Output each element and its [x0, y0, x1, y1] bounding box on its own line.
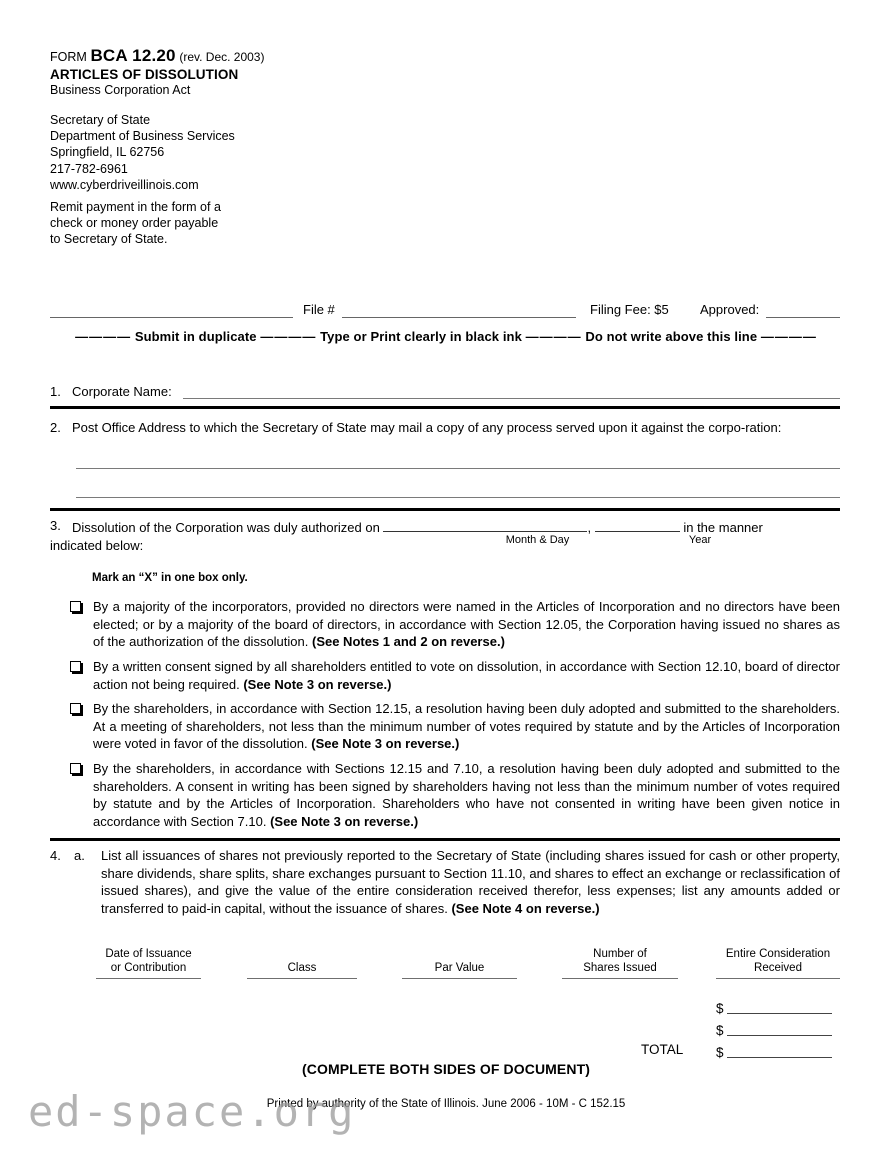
instruction-bar [0, 329, 892, 344]
option-4-note: (See Note 3 on reverse.) [270, 813, 419, 829]
dissolution-option-3[interactable] [70, 700, 840, 753]
section-rule [50, 508, 840, 511]
file-prefix-blank[interactable] [50, 300, 293, 318]
corporate-name-blank[interactable] [183, 398, 840, 399]
item-3-text-before: Dissolution of the Corporation was duly authorized on [72, 520, 380, 535]
address-blank-line-2[interactable] [76, 497, 840, 498]
agency-address-block [50, 112, 235, 193]
column-rule-par-value [402, 978, 517, 979]
column-header-shares-issued [562, 947, 678, 975]
item-1-number: 1. [50, 384, 61, 399]
option-2-text: By a written consent signed by all shareholders entitled to vote on dissolution, in accordance with Section 12.10, board of director action not being required. [93, 659, 840, 692]
form-revision: (rev. Dec. 2003) [179, 50, 265, 64]
column-header-par-value-label: Par Value [434, 962, 485, 974]
column-header-par-value [402, 961, 517, 975]
printed-by-authority: Printed by authority of the State of Illinois. June 2006 - 10M - C 152.15 [266, 1098, 626, 1110]
item-2-text: Post Office Address to which the Secretary of State may mail a copy of any process served upon it against the corpo-ration: [72, 420, 782, 435]
remit-line: Remit payment in the form of a [50, 200, 221, 214]
item-2-number: 2. [50, 420, 61, 435]
column-header-consideration-line1: Entire Consideration [725, 948, 831, 960]
total-label: TOTAL [641, 1042, 684, 1057]
agency-line: Department of Business Services [50, 129, 235, 144]
instruction-part-1: Submit in duplicate [134, 329, 257, 344]
remit-line: check or money order payable [50, 216, 219, 231]
option-2-note: (See Note 3 on reverse.) [243, 676, 392, 692]
dash-separator: ———— [75, 329, 132, 344]
item-4-note: (See Note 4 on reverse.) [451, 900, 600, 916]
form-code-line [50, 48, 264, 66]
year-blank[interactable] [595, 517, 680, 532]
column-header-shares-line1: Number of [593, 948, 647, 960]
dissolution-option-4[interactable] [70, 760, 840, 830]
checkbox-icon[interactable] [70, 703, 81, 714]
corporate-name-label: Corporate Name: [72, 384, 172, 399]
column-rule-shares-issued [562, 978, 678, 979]
option-4-text: By the shareholders, in accordance with Sections 12.15 and 7.10, a resolution having been duly adopted and submitted to the shareholders. A consent in writing has been signed by shareholders having not less than the minimum number of votes required by statute and by the Articles of Incorporation. Shareholders who have not consented in writing have been given notice in accordance with Section 7.10. [93, 761, 840, 829]
consideration-blank-1[interactable] [727, 1013, 832, 1014]
instruction-part-3: Do not write above this line [585, 329, 758, 344]
item-3-text-line2: indicated below: [50, 537, 144, 553]
column-header-date [96, 947, 201, 975]
complete-both-sides-notice: (COMPLETE BOTH SIDES OF DOCUMENT) [302, 1061, 590, 1077]
site-watermark: ed-space.org [28, 1087, 356, 1136]
dash-separator: ———— [260, 329, 317, 344]
column-rule-date [96, 978, 201, 979]
option-3-text: By the shareholders, in accordance with Section 12.15, a resolution having been duly adopted and submitted to the shareholders. At a meeting of shareholders, not less than the minimum number of votes required by statute and by the Articles of Incorporation were voted in favor of the dissolution. [93, 701, 840, 752]
option-1-note: (See Notes 1 and 2 on reverse.) [311, 634, 505, 650]
item-4-number: 4. [50, 848, 61, 863]
page-title: ARTICLES OF DISSOLUTION [50, 66, 239, 82]
form-label: FORM [50, 50, 87, 64]
checkbox-icon[interactable] [70, 601, 81, 612]
remit-line: to Secretary of State. [50, 232, 168, 247]
approved-blank[interactable] [766, 300, 840, 318]
option-1-text: By a majority of the incorporators, provided no directors were named in the Articles of Incorporation and no directors have been elected; or by a majority of the board of directors, in accordance with Section 12.05, the Corporation having issued no shares as of the authorization of the dissolution. [93, 599, 840, 650]
address-blank-line-1[interactable] [76, 468, 840, 469]
filing-office-row [50, 298, 840, 318]
dash-separator: ———— [525, 329, 582, 344]
checkbox-icon[interactable] [70, 661, 81, 672]
agency-phone: 217-782-6961 [50, 161, 128, 176]
consideration-blank-total[interactable] [727, 1057, 832, 1058]
column-header-date-line1: Date of Issuance [105, 948, 192, 960]
currency-symbol: $ [716, 1045, 724, 1060]
checkbox-icon[interactable] [70, 763, 81, 774]
currency-symbol: $ [716, 1023, 724, 1038]
item-post-office-address [50, 419, 840, 437]
item-3-comma: , [587, 520, 592, 535]
dash-separator: ———— [760, 329, 817, 344]
item-3-text-after: in the manner [683, 520, 763, 535]
consideration-blank-2[interactable] [727, 1035, 832, 1036]
remit-instructions [50, 199, 221, 248]
item-4-letter: a. [74, 848, 85, 863]
dissolution-option-1[interactable] [70, 598, 840, 651]
year-caption: Year [688, 534, 712, 546]
item-4-text: List all issuances of shares not previously reported to the Secretary of State (including shares issued for cash or other property, share dividends, share splits, share exchanges pursuant to Section 11.10, and shares to effect an exchange or reclassification of issued shares), and give the value of the entire consideration received therefor, less expenses; list any amounts added or transferred to paid-in capital, without the issuance of shares. [101, 848, 840, 916]
item-3-number: 3. [50, 518, 61, 533]
column-rule-consideration [716, 978, 840, 979]
column-header-consideration [716, 947, 840, 975]
mark-x-instruction: Mark an “X” in one box only. [92, 572, 248, 584]
instruction-part-2: Type or Print clearly in black ink [320, 329, 522, 344]
agency-line: Secretary of State [50, 113, 151, 127]
column-header-shares-line2: Shares Issued [583, 962, 657, 974]
column-header-consideration-line2: Received [754, 962, 802, 974]
dissolution-option-2[interactable] [70, 658, 840, 693]
agency-line: Springfield, IL 62756 [50, 145, 165, 160]
file-number-label: File # [303, 302, 335, 317]
currency-symbol: $ [716, 1001, 724, 1016]
form-header [50, 48, 264, 99]
section-rule [50, 838, 840, 841]
column-header-class-label: Class [287, 962, 317, 974]
column-header-class [247, 961, 357, 975]
column-rule-class [247, 978, 357, 979]
month-day-blank[interactable] [383, 517, 587, 532]
month-day-caption: Month & Day [505, 534, 570, 546]
consideration-row-2[interactable] [716, 1022, 840, 1038]
form-code: BCA 12.20 [90, 46, 176, 65]
agency-website: www.cyberdriveillinois.com [50, 177, 199, 192]
approved-label: Approved: [700, 302, 760, 317]
item-share-issuances [50, 847, 840, 917]
file-number-blank[interactable] [342, 300, 576, 318]
section-rule [50, 406, 840, 409]
column-header-date-line2: or Contribution [110, 962, 187, 974]
page-subtitle: Business Corporation Act [50, 83, 191, 97]
consideration-row-total[interactable] [716, 1044, 840, 1060]
consideration-row-1[interactable] [716, 1000, 840, 1016]
filing-fee-label: Filing Fee: $5 [590, 302, 669, 317]
option-3-note: (See Note 3 on reverse.) [311, 736, 460, 752]
